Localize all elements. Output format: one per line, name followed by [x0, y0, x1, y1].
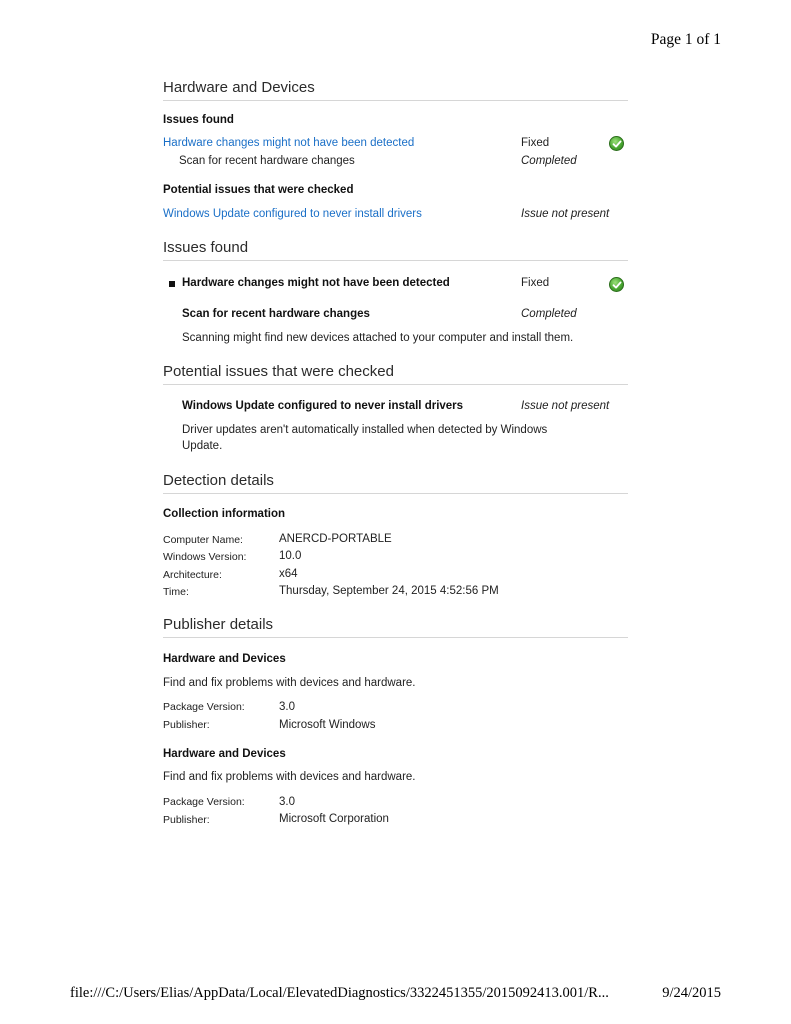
detection-details-divider — [163, 493, 628, 494]
square-bullet-icon — [169, 281, 175, 287]
detection-details-title: Detection details — [163, 472, 274, 489]
publisher-details-title: Publisher details — [163, 616, 274, 633]
summary-issue-link[interactable]: Hardware changes might not have been detected — [163, 137, 415, 149]
checked-item-description: Driver updates aren't automatically installed when detected by Windows — [182, 424, 548, 436]
publisher-package-name: Hardware and Devices — [163, 748, 286, 760]
green-checkmark-icon — [609, 136, 624, 151]
footer-file-path: file:///C:/Users/Elias/AppData/Local/ElevatedDiagnostics/3322451355/2015092413.001/R... — [70, 985, 609, 1001]
issues-found-divider — [163, 260, 628, 261]
publisher-details-divider — [163, 637, 628, 638]
potential-issues-title: Potential issues that were checked — [163, 363, 394, 380]
detail-label: Architecture: — [163, 569, 222, 581]
action-description: Scanning might find new devices attached to your computer and install them. — [182, 332, 574, 344]
summary-checked-link[interactable]: Windows Update configured to never install drivers — [163, 208, 422, 220]
footer-date: 9/24/2015 — [662, 985, 721, 1001]
detail-label: Computer Name: — [163, 534, 243, 546]
issues-found-title: Issues found — [163, 239, 249, 256]
summary-issues-heading: Issues found — [163, 114, 234, 126]
potential-issues-divider — [163, 384, 628, 385]
detail-label: Time: — [163, 586, 189, 598]
checked-item-status: Issue not present — [521, 400, 610, 412]
package-version-label: Package Version: — [163, 701, 245, 713]
collection-info-heading: Collection information — [163, 508, 286, 520]
green-checkmark-icon — [609, 277, 624, 292]
summary-action-status: Completed — [521, 155, 577, 167]
publisher-package-name: Hardware and Devices — [163, 653, 286, 665]
summary-divider — [163, 100, 628, 101]
action-name: Scan for recent hardware changes — [182, 308, 370, 320]
summary-checked-status: Issue not present — [521, 208, 610, 220]
issue-status: Fixed — [521, 277, 550, 289]
publisher-label: Publisher: — [163, 719, 210, 731]
summary-issue-status: Fixed — [521, 137, 550, 149]
page-number: Page 1 of 1 — [650, 31, 721, 48]
detail-value: 10.0 — [279, 550, 302, 562]
detail-value: x64 — [279, 568, 298, 580]
action-status: Completed — [521, 308, 577, 320]
checked-item-description-cont: Update. — [182, 440, 223, 452]
checked-item-name: Windows Update configured to never install drivers — [182, 400, 464, 412]
publisher-value: Microsoft Corporation — [279, 813, 389, 825]
package-version-value: 3.0 — [279, 796, 295, 808]
detail-label: Windows Version: — [163, 551, 247, 563]
detail-value: ANERCD-PORTABLE — [279, 533, 392, 545]
publisher-label: Publisher: — [163, 814, 210, 826]
package-version-value: 3.0 — [279, 701, 295, 713]
publisher-value: Microsoft Windows — [279, 719, 376, 731]
package-version-label: Package Version: — [163, 796, 245, 808]
detail-value: Thursday, September 24, 2015 4:52:56 PM — [279, 585, 499, 597]
summary-checked-heading: Potential issues that were checked — [163, 184, 354, 196]
publisher-package-description: Find and fix problems with devices and hardware. — [163, 771, 416, 783]
summary-action-label: Scan for recent hardware changes — [179, 155, 355, 167]
summary-title: Hardware and Devices — [163, 79, 315, 96]
publisher-package-description: Find and fix problems with devices and hardware. — [163, 677, 416, 689]
issue-name: Hardware changes might not have been detected — [182, 277, 450, 289]
